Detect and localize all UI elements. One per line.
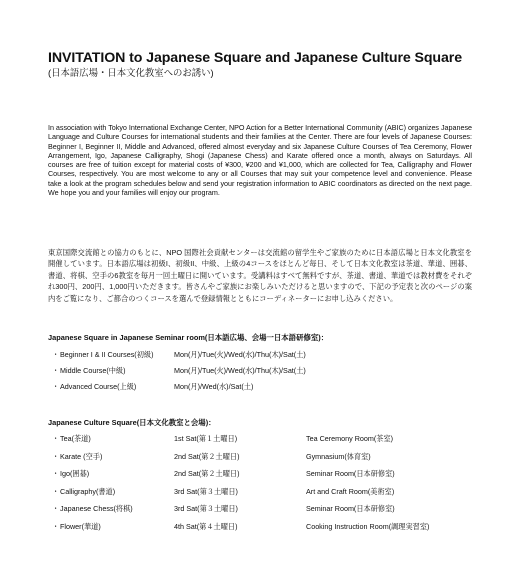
course-schedule: 3rd Sat(第３土曜日)	[174, 504, 238, 513]
course-name: Japanese Chess(将棋)	[60, 504, 133, 513]
table-row	[48, 452, 470, 462]
bullet-icon: ・	[52, 366, 60, 375]
course-name: Flower(華道)	[60, 522, 101, 531]
course-schedule: 2nd Sat(第２土曜日)	[174, 469, 240, 478]
culture-square-heading: Japanese Culture Square(日本文化教室と会場)：	[48, 418, 216, 427]
course-room: Cooking Instruction Room(調理実習室)	[306, 522, 430, 531]
japanese-square-heading: Japanese Square in Japanese Seminar room(日本語広場、会場一日本語研修室)：	[48, 333, 329, 342]
course-name: Tea(茶道)	[60, 434, 91, 443]
course-room: Tea Ceremony Room(茶室)	[306, 434, 394, 443]
course-name: Middle Course(中級)	[60, 366, 126, 375]
list-item	[48, 350, 470, 360]
course-schedule: Mon(月)/Tue(火)/Wed(水)/Thu(木)/Sat(土)	[174, 366, 306, 375]
course-schedule: 3rd Sat(第３土曜日)	[174, 487, 238, 496]
course-schedule: Mon(月)/Wed(水)/Sat(土)	[174, 382, 254, 391]
table-row	[48, 522, 470, 532]
course-room: Art and Craft Room(美術室)	[306, 487, 395, 496]
table-row	[48, 434, 470, 444]
course-schedule: 2nd Sat(第２土曜日)	[174, 452, 240, 461]
list-item	[48, 382, 470, 392]
table-row	[48, 487, 470, 497]
bullet-icon: ・	[52, 504, 60, 513]
table-row	[48, 504, 470, 514]
bullet-icon: ・	[52, 469, 60, 478]
course-room: Seminar Room(日本研修室)	[306, 504, 395, 513]
course-name: Advanced Course(上級)	[60, 382, 137, 391]
page-title: INVITATION to Japanese Square and Japanese Culture Square	[48, 50, 462, 66]
list-item	[48, 366, 470, 376]
course-name: Beginner I & II Courses(初級)	[60, 350, 154, 359]
bullet-icon: ・	[52, 522, 60, 531]
course-room: Seminar Room(日本研修室)	[306, 469, 395, 478]
course-name: Calligraphy(書道)	[60, 487, 116, 496]
course-room: Gymnasium(体育室)	[306, 452, 371, 461]
course-name: Igo(囲碁)	[60, 469, 90, 478]
course-name: Karate (空手)	[60, 452, 103, 461]
course-schedule: 1st Sat(第１土曜日)	[174, 434, 238, 443]
table-row	[48, 469, 470, 479]
bullet-icon: ・	[52, 382, 60, 391]
intro-paragraph-english: In association with Tokyo International Exchange Center, NPO Action for a Better International Community (ABIC) organizes Japanese Language and Culture Courses for international students and their families at the Center. There are four levels of Japanese Courses: Beginner I, Beginner II, Middle and Advanced, offered almost everyday and six Japanese Culture Courses of Tea Ceremony, Flower Arrangement, Igo, Japanese Calligraphy, Shogi (Japanese Chess) and Karate offered once a month, always on Saturdays. All courses are free of tuition except for material costs of ¥300, ¥200 and ¥1,000, which are collected for Tea, Calligraphy and Flower Courses, respectively. You are most welcome to any or all Courses that may suit your competence level and convenience. Please take a look at the program schedules below and send your registration information to ABIC coordinators as directed on the next page. We hope you and your families will enjoy our program.	[48, 123, 472, 198]
intro-paragraph-japanese: 東京国際交流館との協力のもとに、NPO 国際社会貢献センターは交流館の留学生やご家族のために日本語広場と日本文化教室を開催しています。日本語広場は初級I、初級II、中級、上級の4コースをほとんど毎日、そして日本文化教室は茶道、華道、囲碁、書道、将棋、空手の6教室を毎月一回土曜日に開いています。受講料はすべて無料ですが、茶道、書道、華道では教材費をそれぞれ300円、200円、1,000円いただきます。皆さんやご家族にお楽しみいただけると思いますので、下記の予定表と次のページの案内をご覧になり、ご都合のつくコースを選んで登録情報とともにコーディネーターにお申し込みください。	[48, 248, 472, 303]
course-schedule: Mon(月)/Tue(火)/Wed(水)/Thu(木)/Sat(土)	[174, 350, 306, 359]
bullet-icon: ・	[52, 434, 60, 443]
page-subtitle: (日本語広場・日本文化教室へのお誘い)	[48, 67, 214, 78]
bullet-icon: ・	[52, 350, 60, 359]
course-schedule: 4th Sat(第４土曜日)	[174, 522, 238, 531]
bullet-icon: ・	[52, 452, 60, 461]
bullet-icon: ・	[52, 487, 60, 496]
invitation-content	[48, 0, 470, 569]
